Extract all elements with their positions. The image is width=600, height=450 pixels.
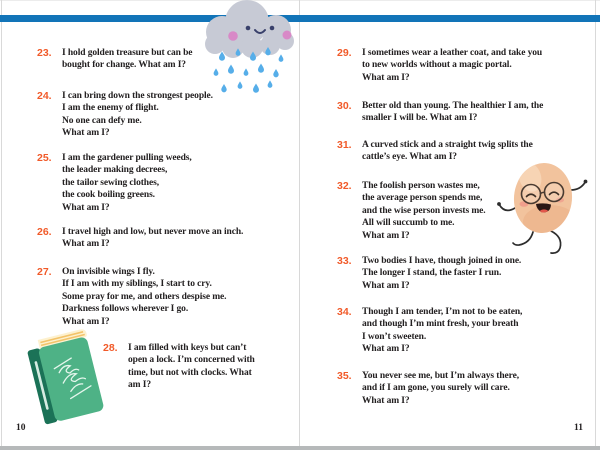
riddle-30	[337, 100, 543, 125]
riddle-number: 31.	[337, 139, 352, 151]
riddle-line: Better old than young. The healthier I am, the	[362, 101, 544, 111]
riddle-line: smaller I will be. What am I?	[362, 113, 478, 124]
riddle-35	[337, 370, 519, 407]
egg-character-icon	[488, 152, 600, 260]
riddle-line: If I am with my siblings, I start to cry.	[62, 279, 212, 290]
riddle-line: I hold golden treasure but can be	[62, 48, 193, 58]
riddle-line: I sometimes wear a leather coat, and take you	[362, 48, 543, 58]
riddle-line: I am the enemy of flight.	[62, 103, 159, 114]
riddle-line: open a lock. I’m concerned with	[128, 355, 255, 366]
riddle-line: the leader making decrees,	[62, 165, 168, 176]
riddle-line: time, but not with clocks. What	[128, 367, 252, 378]
riddle-number: 34.	[337, 306, 352, 318]
riddle-29	[337, 47, 542, 84]
riddle-line: Darkness follows wherever I go.	[62, 304, 189, 315]
riddle-line: bought for change. What am I?	[62, 60, 186, 71]
page-edge-top	[0, 0, 600, 1]
riddle-number: 27.	[37, 266, 52, 278]
riddle-line: A curved stick and a straight twig splits the	[362, 140, 533, 150]
riddle-line: What am I?	[362, 395, 410, 406]
riddle-line: I am filled with keys but can’t	[128, 343, 247, 353]
riddle-number: 28.	[103, 342, 118, 354]
page-edge-bottom	[0, 446, 600, 450]
page-edge-left	[1, 0, 2, 450]
riddle-number: 30.	[337, 100, 352, 112]
riddle-line: the average person spends me,	[362, 193, 483, 204]
riddle-line: What am I?	[362, 280, 410, 291]
riddle-line: What am I?	[62, 316, 110, 327]
riddle-line: What am I?	[362, 344, 410, 355]
riddle-line: Two bodies I have, though joined in one.	[362, 256, 522, 266]
riddle-26	[37, 226, 243, 251]
riddle-32	[337, 180, 486, 242]
riddle-33	[337, 255, 521, 292]
riddle-number: 26.	[37, 226, 52, 238]
page-number-left: 10	[16, 423, 26, 433]
riddle-number: 25.	[37, 152, 52, 164]
riddle-24	[37, 90, 213, 140]
riddle-line: What am I?	[362, 72, 410, 83]
riddle-number: 29.	[337, 47, 352, 59]
riddle-line: Some pray for me, and others despise me.	[62, 291, 227, 302]
riddle-27	[37, 266, 226, 328]
riddle-line: to new worlds without a magic portal.	[362, 60, 512, 71]
riddle-line: The longer I stand, the faster I run.	[362, 268, 502, 279]
riddle-number: 24.	[37, 90, 52, 102]
riddle-28	[103, 342, 255, 392]
riddle-line: the cook boiling greens.	[62, 190, 155, 201]
riddle-line: What am I?	[62, 202, 110, 213]
riddle-number: 33.	[337, 255, 352, 267]
riddle-23	[37, 47, 192, 72]
riddle-line: am I?	[128, 380, 151, 391]
riddle-line: the tailor sewing clothes,	[62, 177, 159, 188]
riddle-25	[37, 152, 192, 214]
riddle-line: On invisible wings I fly.	[62, 267, 155, 277]
riddle-34	[337, 306, 522, 356]
riddle-line: The foolish person wastes me,	[362, 181, 480, 191]
riddle-line: I won’t sweeten.	[362, 331, 427, 342]
riddle-number: 23.	[37, 47, 52, 59]
page-number-right: 11	[574, 423, 583, 433]
riddle-line: No one can defy me.	[62, 115, 142, 126]
riddle-line: You never see me, but I’m always there,	[362, 371, 519, 381]
riddle-line: All will succumb to me.	[362, 218, 455, 229]
riddle-line: What am I?	[362, 230, 410, 241]
riddle-line: What am I?	[62, 239, 110, 250]
riddle-31	[337, 139, 533, 164]
riddle-number: 35.	[337, 370, 352, 382]
riddle-line: Though I am tender, I’m not to be eaten,	[362, 307, 523, 317]
riddle-line: What am I?	[62, 128, 110, 139]
riddle-line: I travel high and low, but never move an inch.	[62, 227, 244, 237]
riddle-line: and though I’m mint fresh, your breath	[362, 319, 519, 330]
riddle-line: and the wise person invests me.	[362, 205, 486, 216]
riddle-line: I am the gardener pulling weeds,	[62, 153, 192, 163]
riddle-line: and if I am gone, you surely will care.	[362, 383, 510, 394]
riddle-line: I can bring down the strongest people.	[62, 91, 213, 101]
riddle-number: 32.	[337, 180, 352, 192]
blue-header-bar	[0, 15, 600, 22]
riddle-line: cattle’s eye. What am I?	[362, 152, 457, 163]
